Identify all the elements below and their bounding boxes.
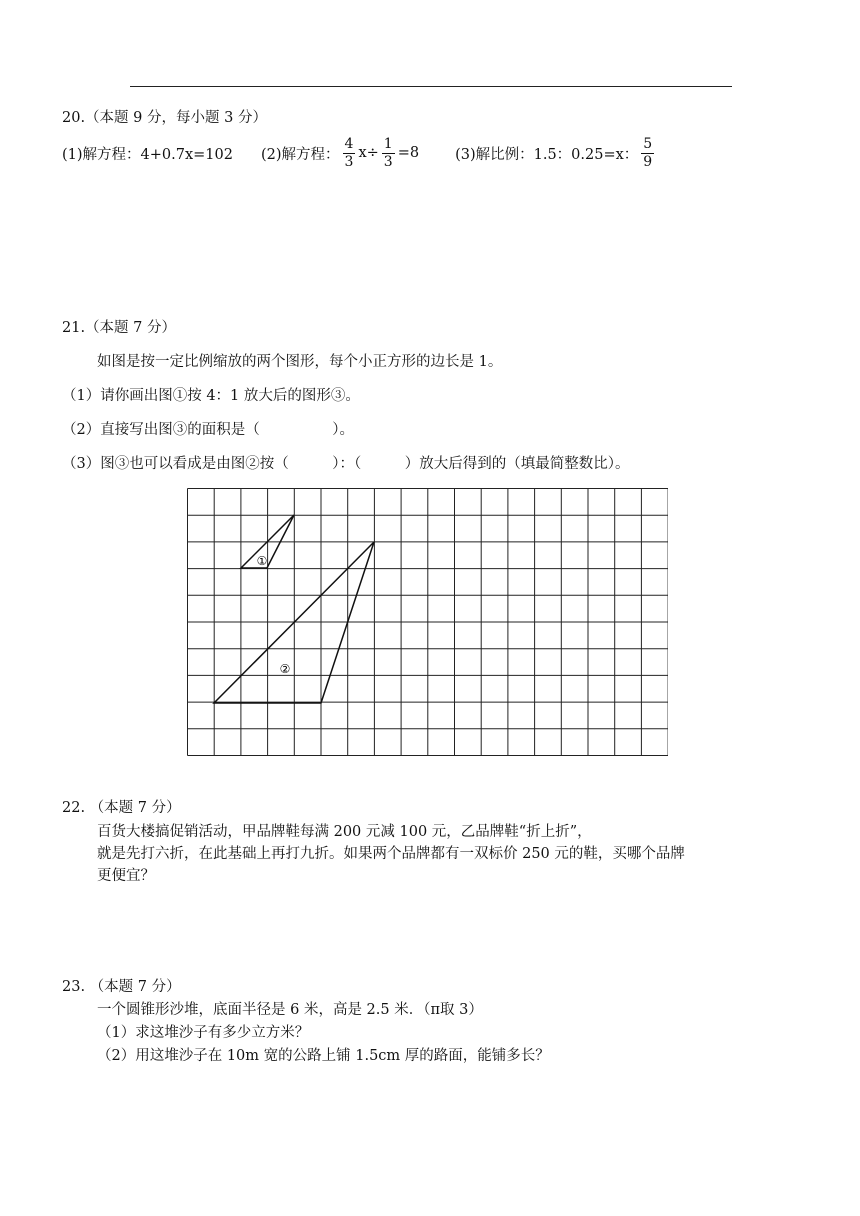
triangle-2-label: ② [279, 662, 291, 676]
q22-header: 22. （本题 7 分） [62, 800, 181, 816]
q21-sub2: （2）直接写出图③的面积是（ ）。 [62, 422, 354, 438]
grid-figure [187, 488, 668, 760]
q20-header: 20.（本题 9 分，每小题 3 分） [62, 110, 267, 126]
q21-sub3: （3）图③也可以看成是由图②按（ ）：（ ）放大后得到的（填最简整数比）。 [62, 456, 630, 472]
q20-part1: (1)解方程：4+0.7x=102 [62, 146, 233, 163]
q23-header: 23. （本题 7 分） [62, 979, 181, 995]
q22-line3: 更便宜？ [97, 868, 155, 884]
q20-part2-label: (2)解方程： [260, 146, 340, 163]
q22-line1: 百货大楼搞促销活动，甲品牌鞋每满 200 元减 100 元，乙品牌鞋“折上折”， [97, 824, 592, 840]
q21-intro: 如图是按一定比例缩放的两个图形，每个小正方形的边长是 1。 [97, 354, 503, 370]
triangle-1-label: ① [256, 554, 268, 568]
q23-line1: 一个圆锥形沙堆，底面半径是 6 米，高是 2.5 米．（π取 3） [97, 1002, 483, 1018]
q20-fraction-4-3: $\frac{4}{3}$ [344, 136, 354, 170]
q20-part2-end: =8 [397, 145, 420, 161]
q21-header: 21.（本题 7 分） [62, 320, 177, 336]
header-rule [130, 86, 732, 87]
q23-line3: （2）用这堆沙子在 10m 宽的公路上铺 1.5cm 厚的路面，能铺多长？ [97, 1048, 550, 1064]
q21-sub1: （1）请你画出图①按 4：1 放大后的图形③。 [62, 388, 360, 404]
q23-line2: （1）求这堆沙子有多少立方米？ [97, 1025, 310, 1041]
q20-part3-label: (3)解比例：1.5：0.25=x： [455, 146, 639, 163]
q20-equations [62, 130, 657, 176]
q22-line2: 就是先打六折，在此基础上再打九折。如果两个品牌都有一双标价 250 元的鞋，买哪个品牌 [97, 846, 685, 862]
grid-lines [188, 489, 669, 756]
q20-part2-mid: x÷ [358, 145, 379, 161]
q20-fraction-5-9: $\frac{5}{9}$ [643, 136, 653, 170]
q20-fraction-1-3: $\frac{1}{3}$ [383, 136, 393, 170]
